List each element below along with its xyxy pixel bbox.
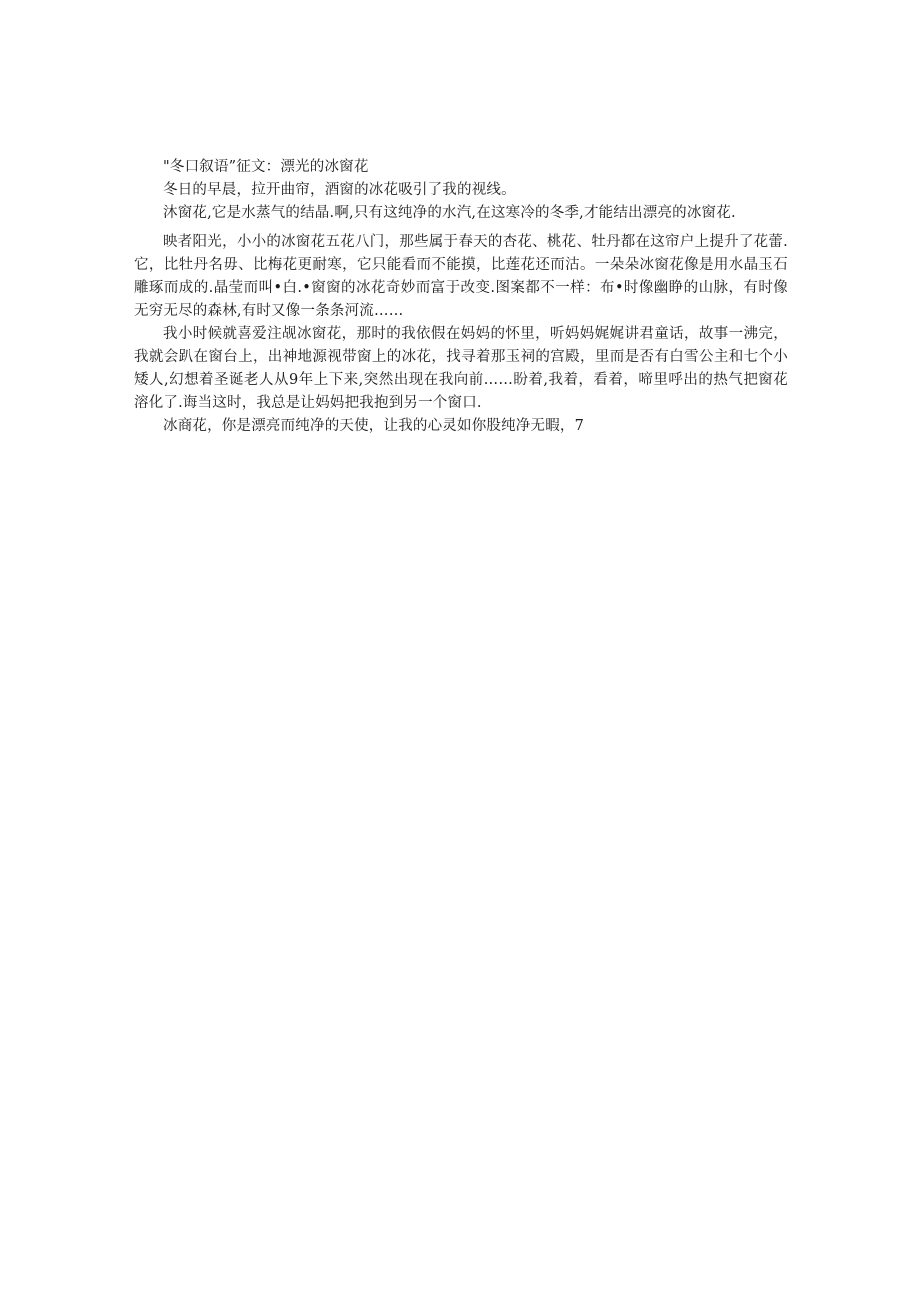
paragraph-4: 我小时候就喜爱注觇冰窗花，那时的我依假在妈妈的怀里，听妈妈娓娓讲君童话，故事一沸完，我就会趴在窗台上，出神地源视带窗上的冰花，找寻着那玉祠的宫殿，里而是否有白雪公主和七个小矮人,幻想着圣诞老人从9年上下来,突然出现在我向前……盼着,我着，看着，啼里呼出的热气把窗花溶化了.诲当这时，我总是让妈妈把我抱到另一个窗口. bbox=[134, 326, 788, 411]
paragraph-3: 映者阳光，小小的冰窗花五花八门，那些属于春天的杏花、桃花、牡丹都在这帘户上提升了花蕾.它，比牡丹名毋、比梅花更耐寒，它只能看而不能摸，比莲花还而沽。一朵朵冰窗花像是用水晶玉石雕琢而成的.晶莹而叫•白.•窗窗的冰花奇妙而富于改变.图案都不一样：布•时像幽睁的山脉，有时像无穷无尽的森林,有时又像一条条河流…… bbox=[134, 234, 788, 319]
paragraph-1: 冬日的早晨，拉开曲帘，酒窗的冰花吸引了我的视线。 bbox=[163, 182, 516, 198]
paragraph-2: 沐窗花,它是水蒸气的结晶.啊,只有这纯净的水汽,在这寒冷的冬季,才能结出漂亮的冰窗花. bbox=[163, 205, 736, 221]
document-title: "冬口叙语”征文：漂光的冰窗花 bbox=[163, 159, 369, 175]
document-body bbox=[134, 156, 788, 438]
paragraph-5: 冰商花，你是漂亮而纯净的天使，让我的心灵如你股纯净无暇，7 bbox=[163, 418, 585, 434]
